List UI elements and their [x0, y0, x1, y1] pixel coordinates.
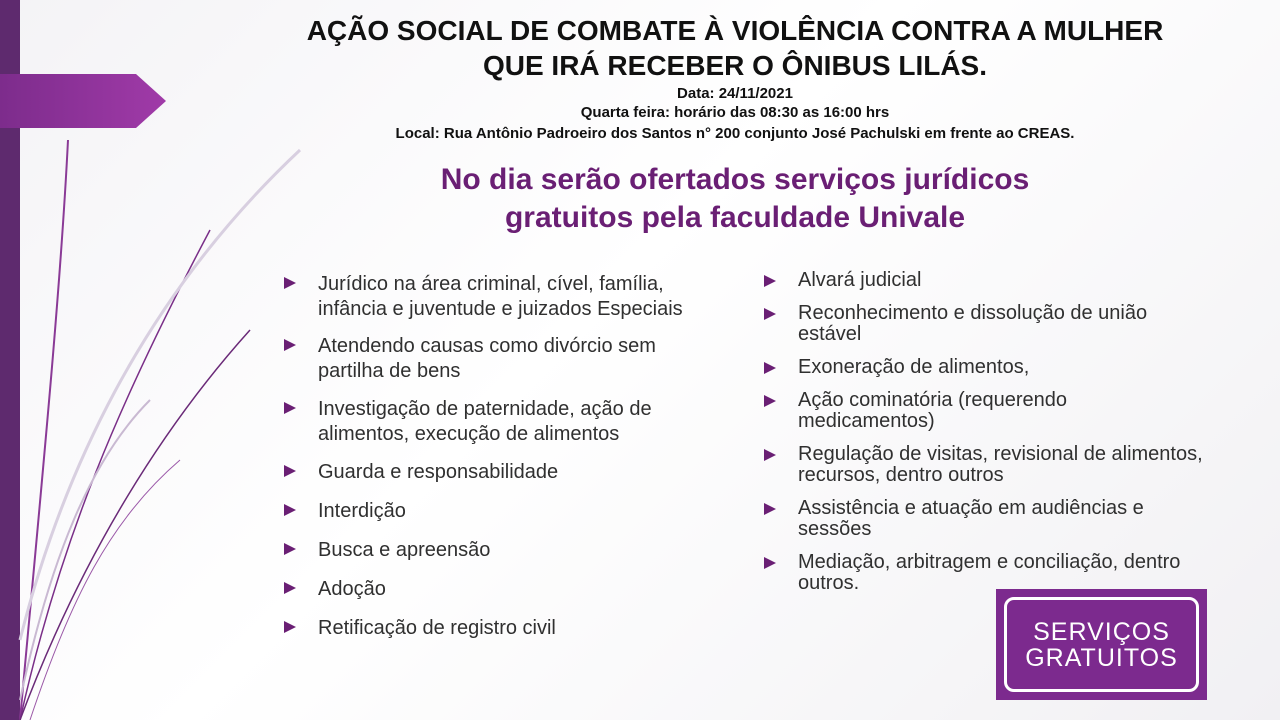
triangle-bullet-icon: [284, 277, 296, 289]
badge-frame: [1004, 597, 1199, 692]
services-list-right: [764, 270, 1204, 594]
list-item: [284, 460, 724, 485]
list-item: [764, 270, 1204, 291]
triangle-bullet-icon: [284, 582, 296, 594]
triangle-bullet-icon: [284, 543, 296, 555]
triangle-bullet-icon: [764, 395, 776, 407]
service-label: Mediação, arbitragem e conciliação, dentro outros.: [798, 551, 1181, 594]
service-label: Guarda e responsabilidade: [318, 461, 559, 483]
list-item: [284, 538, 724, 563]
service-label: Assistência e atuação em audiências e sessões: [798, 497, 1144, 540]
title-line-1: AÇÃO SOCIAL DE COMBATE À VIOLÊNCIA CONTRA A MULHER: [306, 15, 1164, 46]
arrow-banner: [0, 74, 166, 128]
free-services-badge: [996, 589, 1207, 700]
services-list-left: [284, 272, 724, 641]
list-item: [764, 444, 1204, 486]
triangle-bullet-icon: [764, 275, 776, 287]
service-label: Jurídico na área criminal, cível, família, infância e juventude e juizados Especiais: [318, 273, 683, 320]
service-label: Exoneração de alimentos,: [798, 356, 1030, 378]
title-line-2: QUE IRÁ RECEBER O ÔNIBUS LILÁS.: [482, 50, 988, 81]
subtitle-line-2: gratuitos pela faculdade Univale: [504, 201, 966, 234]
service-label: Ação cominatória (requerendo medicamentos): [798, 389, 1068, 432]
list-item: [284, 616, 724, 641]
service-label: Adoção: [318, 578, 386, 600]
event-location: Local: Rua Antônio Padroeiro dos Santos n° 200 conjunto José Pachulski em frente ao CREAS.: [395, 125, 1075, 142]
subtitle-line-1: No dia serão ofertados serviços jurídicos: [440, 163, 1030, 196]
triangle-bullet-icon: [764, 503, 776, 515]
list-item: [284, 272, 724, 322]
list-item: [764, 357, 1204, 378]
triangle-bullet-icon: [764, 308, 776, 320]
triangle-bullet-icon: [284, 339, 296, 351]
service-label: Atendendo causas como divórcio sem partilha de bens: [318, 335, 656, 382]
triangle-bullet-icon: [764, 449, 776, 461]
service-label: Interdição: [318, 500, 406, 522]
list-item: [764, 303, 1204, 345]
list-item: [764, 498, 1204, 540]
badge-line-2: GRATUITOS: [1025, 643, 1178, 672]
triangle-bullet-icon: [284, 402, 296, 414]
triangle-bullet-icon: [284, 465, 296, 477]
event-schedule: Quarta feira: horário das 08:30 as 16:00 hrs: [580, 104, 890, 121]
service-label: Regulação de visitas, revisional de alimentos, recursos, dentro outros: [798, 443, 1203, 486]
triangle-bullet-icon: [764, 362, 776, 374]
service-label: Alvará judicial: [798, 269, 922, 291]
badge-line-1: SERVIÇOS: [1033, 617, 1170, 646]
service-label: Investigação de paternidade, ação de alimentos, execução de alimentos: [318, 398, 652, 445]
triangle-bullet-icon: [284, 621, 296, 633]
event-date: Data: 24/11/2021: [677, 85, 793, 102]
service-label: Retificação de registro civil: [318, 617, 556, 639]
service-label: Reconhecimento e dissolução de união estável: [798, 302, 1148, 345]
list-item: [764, 390, 1204, 432]
list-item: [284, 397, 724, 447]
service-label: Busca e apreensão: [318, 539, 491, 561]
list-item: [284, 499, 724, 524]
triangle-bullet-icon: [284, 504, 296, 516]
list-item: [284, 577, 724, 602]
list-item: [764, 552, 1204, 594]
triangle-bullet-icon: [764, 557, 776, 569]
list-item: [284, 334, 724, 384]
